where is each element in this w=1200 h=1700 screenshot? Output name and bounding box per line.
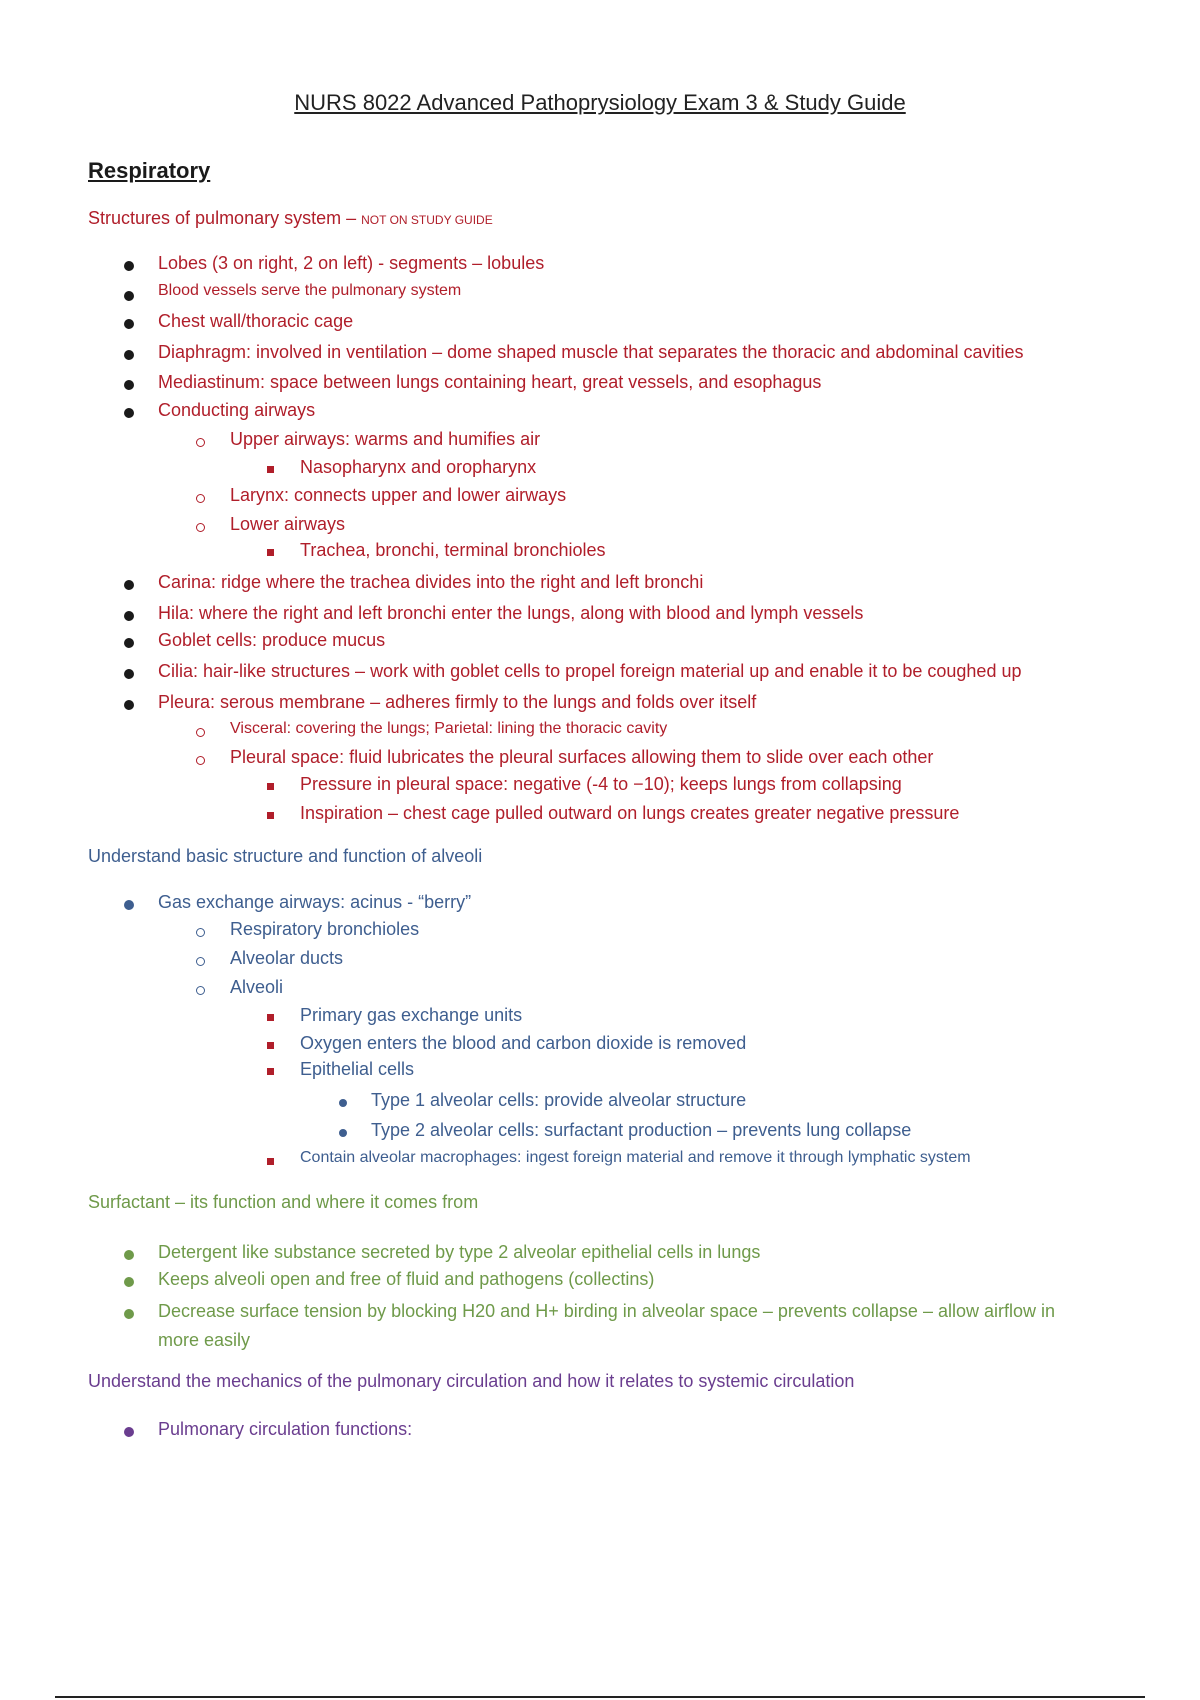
section-title-structures	[88, 208, 493, 229]
list-item: Primary gas exchange units	[300, 1005, 523, 1025]
square-bullet-icon	[267, 1158, 274, 1165]
list-item: Visceral: covering the lungs; Parietal: lining the thoracic cavity	[230, 720, 668, 737]
square-bullet-icon	[267, 466, 274, 473]
list-item: Hila: where the right and left bronchi enter the lungs, along with blood and lymph vessels	[158, 603, 864, 623]
sub-bullet-icon	[196, 728, 205, 737]
list-item: Carina: ridge where the trachea divides into the right and left bronchi	[158, 572, 704, 592]
list-item: Conducting airways	[158, 400, 316, 420]
sub-bullet-icon	[196, 957, 205, 966]
structures-title-text: Structures of pulmonary system –	[88, 208, 357, 228]
list-item: Cilia: hair-like structures – work with goblet cells to propel foreign material up and enable it to be coughed up	[158, 661, 1022, 681]
list-item: Gas exchange airways: acinus - “berry”	[158, 892, 472, 912]
bullet-icon	[124, 319, 134, 329]
list-item: Blood vessels serve the pulmonary system	[158, 282, 462, 299]
square-bullet-icon	[267, 1014, 274, 1021]
list-item: Larynx: connects upper and lower airways	[230, 485, 567, 505]
bullet-icon	[124, 669, 134, 679]
list-item: Keeps alveoli open and free of fluid and pathogens (collectins)	[158, 1269, 655, 1289]
list-item-continuation: more easily	[158, 1330, 251, 1350]
bullet-icon	[339, 1129, 347, 1137]
list-item: Lower airways	[230, 514, 346, 534]
list-item: Diaphragm: involved in ventilation – dome shaped muscle that separates the thoracic and abdominal cavities	[158, 342, 1024, 362]
list-item: Trachea, bronchi, terminal bronchioles	[300, 540, 606, 560]
bullet-icon	[124, 1277, 134, 1287]
section-heading-respiratory: Respiratory	[88, 158, 211, 183]
footer-rule	[55, 1696, 1145, 1698]
bullet-icon	[124, 900, 134, 910]
bullet-icon	[124, 1250, 134, 1260]
list-item: Type 1 alveolar cells: provide alveolar structure	[371, 1090, 747, 1110]
bullet-icon	[124, 408, 134, 418]
bullet-icon	[124, 1309, 134, 1319]
list-item: Lobes (3 on right, 2 on left) - segments – lobules	[158, 253, 545, 273]
list-item: Pleura: serous membrane – adheres firmly to the lungs and folds over itself	[158, 692, 757, 712]
list-item: Detergent like substance secreted by type 2 alveolar epithelial cells in lungs	[158, 1242, 761, 1262]
bullet-icon	[124, 611, 134, 621]
list-item: Goblet cells: produce mucus	[158, 630, 386, 650]
list-item: Inspiration – chest cage pulled outward on lungs creates greater negative pressure	[300, 803, 960, 823]
sub-bullet-icon	[196, 523, 205, 532]
list-item: Alveolar ducts	[230, 948, 344, 968]
bullet-icon	[124, 638, 134, 648]
bullet-icon	[124, 350, 134, 360]
list-item: Pleural space: fluid lubricates the pleural surfaces allowing them to slide over each other	[230, 747, 934, 767]
list-item: Alveoli	[230, 977, 284, 997]
list-item: Oxygen enters the blood and carbon dioxide is removed	[300, 1033, 747, 1053]
section-title-alveoli: Understand basic structure and function of alveoli	[88, 846, 483, 866]
list-item: Contain alveolar macrophages: ingest foreign material and remove it through lymphatic system	[300, 1149, 971, 1166]
sub-bullet-icon	[196, 494, 205, 503]
list-item: Epithelial cells	[300, 1059, 415, 1079]
bullet-icon	[124, 261, 134, 271]
section-title-pulmonary-circulation: Understand the mechanics of the pulmonary circulation and how it relates to systemic circulation	[88, 1371, 855, 1391]
square-bullet-icon	[267, 812, 274, 819]
square-bullet-icon	[267, 783, 274, 790]
document-title: NURS 8022 Advanced Pathoprysiology Exam 3 & Study Guide	[294, 90, 906, 115]
list-item: Chest wall/thoracic cage	[158, 311, 354, 331]
sub-bullet-icon	[196, 438, 205, 447]
section-title-surfactant: Surfactant – its function and where it comes from	[88, 1192, 479, 1212]
list-item: Upper airways: warms and humifies air	[230, 429, 541, 449]
square-bullet-icon	[267, 549, 274, 556]
list-item: Decrease surface tension by blocking H20 and H+ birding in alveolar space – prevents collapse – allow airflow in	[158, 1301, 1055, 1321]
list-item: Mediastinum: space between lungs containing heart, great vessels, and esophagus	[158, 372, 822, 392]
sub-bullet-icon	[196, 986, 205, 995]
bullet-icon	[339, 1099, 347, 1107]
square-bullet-icon	[267, 1042, 274, 1049]
list-item: Nasopharynx and oropharynx	[300, 457, 537, 477]
list-item: Pressure in pleural space: negative (-4 to −10); keeps lungs from collapsing	[300, 774, 902, 794]
bullet-icon	[124, 291, 134, 301]
square-bullet-icon	[267, 1068, 274, 1075]
list-item: Respiratory bronchioles	[230, 919, 420, 939]
sub-bullet-icon	[196, 928, 205, 937]
bullet-icon	[124, 380, 134, 390]
not-on-study-guide-note: NOT ON STUDY GUIDE	[361, 213, 493, 227]
list-item: Pulmonary circulation functions:	[158, 1419, 413, 1439]
sub-bullet-icon	[196, 756, 205, 765]
bullet-icon	[124, 700, 134, 710]
list-item: Type 2 alveolar cells: surfactant production – prevents lung collapse	[371, 1120, 912, 1140]
bullet-icon	[124, 1427, 134, 1437]
bullet-icon	[124, 580, 134, 590]
